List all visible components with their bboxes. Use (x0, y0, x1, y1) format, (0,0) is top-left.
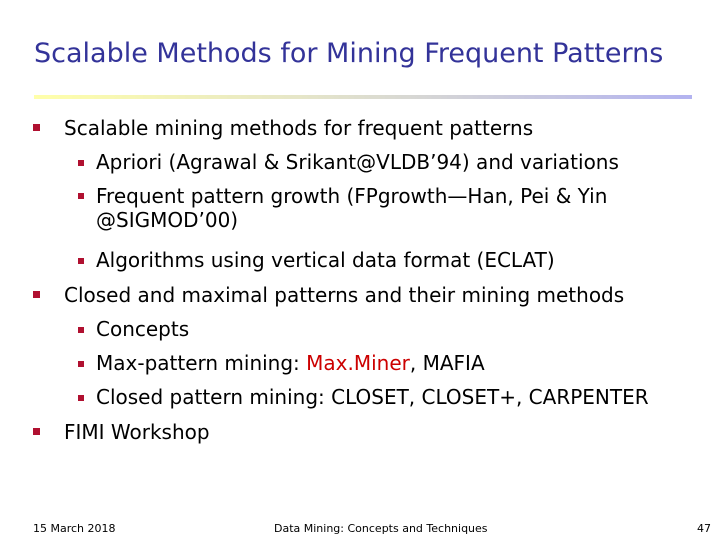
sub-bullet-item-continued: @SIGMOD’00) (96, 208, 239, 232)
mafia-label: , MAFIA (409, 351, 485, 375)
sub-bullet-icon (78, 395, 84, 401)
footer-course: Data Mining: Concepts and Techniques (274, 522, 488, 535)
footer-date: 15 March 2018 (33, 522, 116, 535)
sub-bullet-icon (78, 361, 84, 367)
sub-bullet-item: Algorithms using vertical data format (ECLAT) (96, 248, 555, 272)
sub-bullet-icon (78, 193, 84, 199)
bullet-icon (33, 124, 40, 131)
sub-bullet-item: Concepts (96, 317, 190, 341)
sub-bullet-item (96, 351, 485, 375)
slide-title: Scalable Methods for Mining Frequent Patterns (34, 38, 664, 69)
bullet-item: FIMI Workshop (64, 420, 210, 444)
sub-bullet-icon (78, 160, 84, 166)
bullet-item: Scalable mining methods for frequent patterns (64, 116, 534, 140)
maxminer-highlight: Max.Miner (306, 351, 410, 375)
sub-bullet-item: Closed pattern mining: CLOSET, CLOSET+, CARPENTER (96, 385, 649, 409)
sub-bullet-icon (78, 327, 84, 333)
sub-bullet-item: Apriori (Agrawal & Srikant@VLDB’94) and variations (96, 150, 619, 174)
bullet-icon (33, 428, 40, 435)
bullet-icon (33, 291, 40, 298)
sub-bullet-icon (78, 258, 84, 264)
sub-bullet-item: Frequent pattern growth (FPgrowth—Han, Pei & Yin (96, 184, 608, 208)
bullet-item: Closed and maximal patterns and their mining methods (64, 283, 625, 307)
footer-page-number: 47 (697, 522, 711, 535)
max-pattern-label: Max-pattern mining: (96, 351, 307, 375)
